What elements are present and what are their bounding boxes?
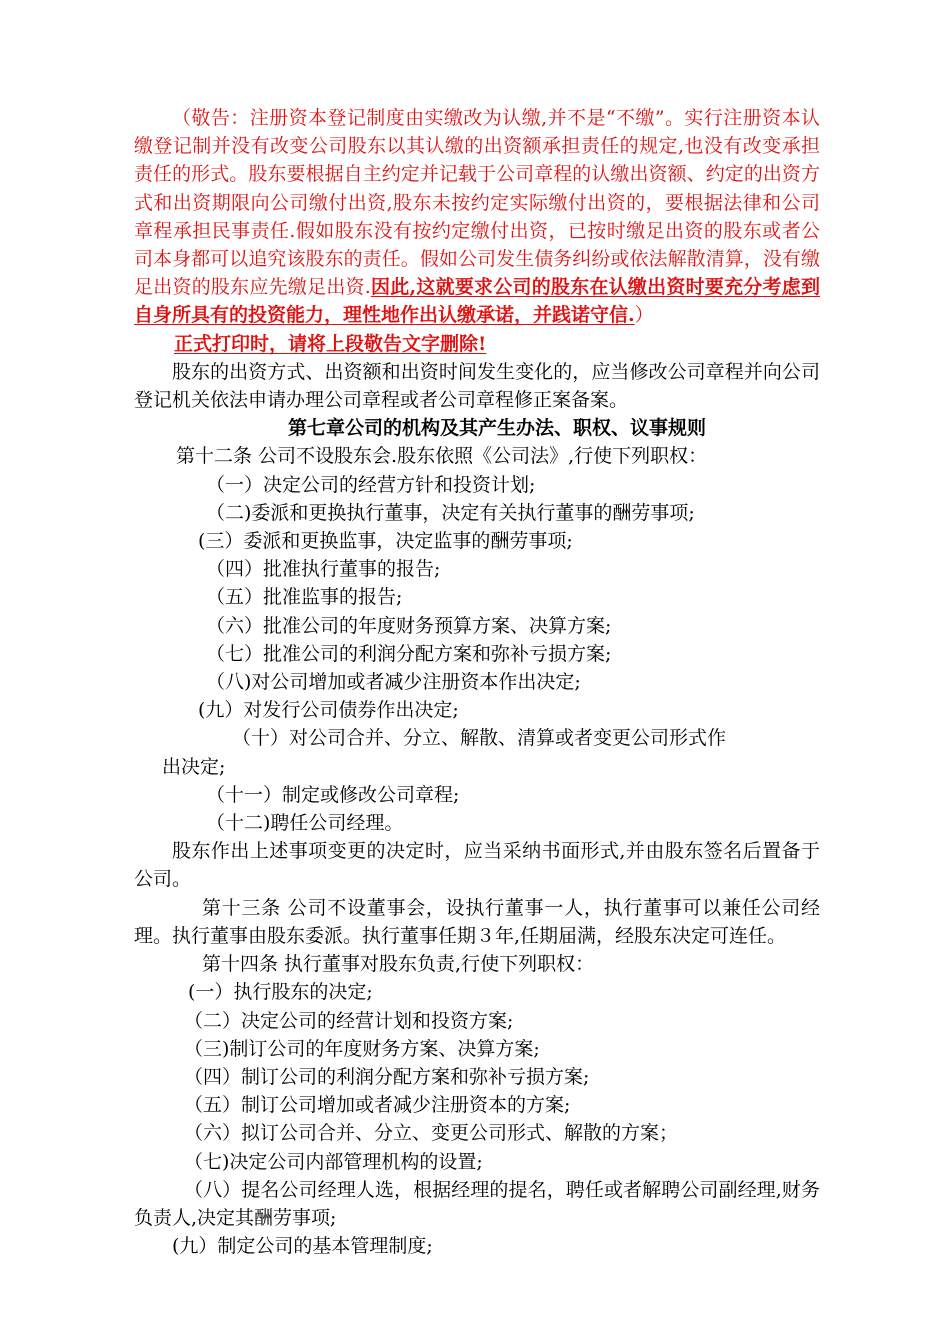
article-14-item: （五）制订公司增加或者减少注册资本的方案;: [184, 1094, 571, 1117]
notice-close: ）: [634, 304, 654, 327]
article-12-item: （十）对公司合并、分立、解散、清算或者变更公司形式作: [232, 727, 727, 750]
article-14-item: （七)决定公司内部管理机构的设置;: [184, 1150, 483, 1173]
notice-text: （敬告：注册资本登记制度由实缴改为认缴,并不是“不缴”。实行注册资本认缴登记制并没有改变公司股东以其认缴的出资额承担责任的规定,也没有改变承担责任的形式。股东要根据自主约定并记载于公司章程的认缴出资额、约定的出资方式和出资期限向公司缴付出资,股东未按约定实际缴付出资的，要根据法律和公司章程承担民事责任.假如股东没有按约定缴付出资，已按时缴足出资的股东或者公司本身都可以追究该股东的责任。假如公司发生债务纠纷或依法解散清算，没有缴足出资的股东应先缴足出资.: [134, 107, 820, 299]
article-14-item: （八）提名公司经理人选，根据经理的提名，聘任或者解聘公司副经理,财务负责人,决定其酬劳事项;: [134, 1178, 820, 1229]
article-12-item: (九）对发行公司债券作出决定;: [198, 699, 459, 722]
article-12-item: （十一）制定或修改公司章程;: [206, 783, 460, 806]
article-12-closing: 股东作出上述事项变更的决定时，应当采纳书面形式,并由股东签名后置备于公司。: [134, 840, 820, 891]
notice-paragraph: [134, 104, 820, 330]
article-14-item: (一）执行股东的决定;: [188, 981, 373, 1004]
chapter-title: 第七章公司的机构及其产生办法、职权、议事规则: [287, 417, 706, 440]
article-14-item: （三)制订公司的年度财务方案、决算方案;: [184, 1037, 540, 1060]
article-12-item: （十二)聘任公司经理。: [206, 812, 404, 835]
capital-change-paragraph: 股东的出资方式、出资额和出资时间发生变化的，应当修改公司章程并向公司登记机关依法申请办理公司章程或者公司章程修正案备案。: [134, 360, 820, 412]
article-12-item: （一）决定公司的经营方针和投资计划;: [206, 473, 536, 496]
article-12-item: （四）批准执行董事的报告;: [206, 558, 441, 581]
document-body: [134, 104, 820, 1260]
article-13: 第十三条 公司不设董事会，设执行董事一人，执行董事可以兼任公司经理。执行董事由股东委派。执行董事任期３年,任期届满，经股东决定可连任。: [134, 896, 820, 947]
article-12-item: （八)对公司增加或者减少注册资本作出决定;: [206, 671, 581, 694]
article-12-item: (三）委派和更换监事，决定监事的酬劳事项;: [198, 530, 573, 553]
notice-emphasis: 因此,这就要求公司的股东在认缴出资时要充分考虑到自身所具有的投资能力，理性地作出认缴承诺，并践诺守信.: [134, 276, 820, 327]
article-12-item-continuation: 出决定;: [162, 755, 226, 778]
article-12-item: （六）批准公司的年度财务预算方案、决算方案;: [206, 614, 612, 637]
article-14-item: (九）制定公司的基本管理制度;: [172, 1235, 433, 1258]
article-14-item: （四）制订公司的利润分配方案和弥补亏损方案;: [184, 1065, 590, 1088]
article-14-item: （六）拟订公司合并、分立、变更公司形式、解散的方案；: [184, 1122, 679, 1145]
print-note: 正式打印时，请将上段敬告文字删除!: [174, 332, 487, 355]
article-12-item: （五）批准监事的报告;: [206, 586, 403, 609]
article-12-item: （二)委派和更换执行董事，决定有关执行董事的酬劳事项;: [206, 501, 695, 524]
article-14-item: （二）决定公司的经营计划和投资方案;: [184, 1009, 514, 1032]
article-14-title: 第十四条 执行董事对股东负责,行使下列职权：: [202, 953, 595, 976]
article-12-title: 第十二条 公司不设股东会.股东依照《公司法》,行使下列职权：: [176, 445, 708, 468]
article-12-item: （七）批准公司的利润分配方案和弥补亏损方案;: [206, 642, 612, 665]
